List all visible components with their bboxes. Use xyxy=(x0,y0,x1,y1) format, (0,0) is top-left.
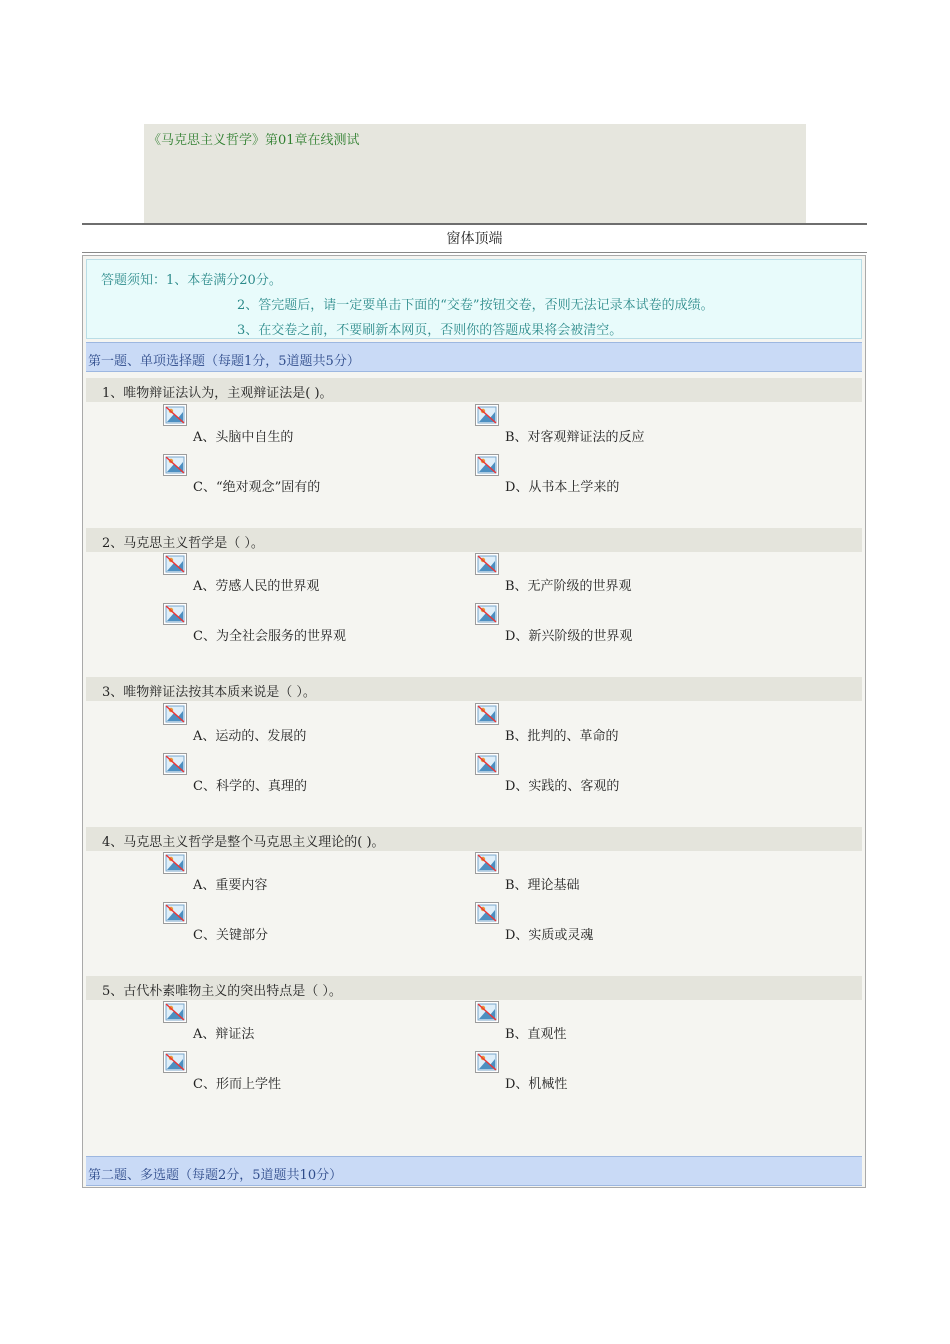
broken-image-icon[interactable] xyxy=(163,553,187,575)
option-d[interactable] xyxy=(475,1051,775,1091)
option-d[interactable] xyxy=(475,454,775,494)
section-title: 第一题、单项选择题（每题1分，5道题共5分） xyxy=(88,354,360,369)
option-c[interactable] xyxy=(163,1051,463,1091)
broken-image-icon[interactable] xyxy=(163,902,187,924)
broken-image-icon[interactable] xyxy=(163,603,187,625)
broken-image-icon[interactable] xyxy=(475,553,499,575)
option-label: A、运动的、发展的 xyxy=(193,729,307,744)
question-4 xyxy=(86,827,862,851)
broken-image-icon[interactable] xyxy=(475,603,499,625)
section-multiple-choice xyxy=(86,1156,862,1186)
option-label: C、形而上学性 xyxy=(193,1077,281,1092)
broken-image-icon[interactable] xyxy=(163,404,187,426)
section-single-choice xyxy=(86,342,862,372)
option-b[interactable] xyxy=(475,404,775,444)
option-label: B、对客观辩证法的反应 xyxy=(505,430,645,445)
option-a[interactable] xyxy=(163,404,463,444)
option-label: B、批判的、革命的 xyxy=(505,729,619,744)
option-c[interactable] xyxy=(163,603,463,643)
quiz-panel xyxy=(82,255,866,1188)
broken-image-icon[interactable] xyxy=(163,1001,187,1023)
option-label: A、头脑中自生的 xyxy=(193,430,294,445)
question-text: 4、马克思主义哲学是整个马克思主义理论的( )。 xyxy=(102,835,385,850)
option-d[interactable] xyxy=(475,902,775,942)
option-label: D、从书本上学来的 xyxy=(505,480,620,495)
option-label: D、实践的、客观的 xyxy=(505,779,620,794)
option-d[interactable] xyxy=(475,603,775,643)
question-3 xyxy=(86,677,862,701)
option-b[interactable] xyxy=(475,553,775,593)
option-label: A、辩证法 xyxy=(193,1027,255,1042)
section-title: 第二题、多选题（每题2分，5道题共10分） xyxy=(88,1168,343,1183)
option-c[interactable] xyxy=(163,902,463,942)
option-b[interactable] xyxy=(475,703,775,743)
broken-image-icon[interactable] xyxy=(163,1051,187,1073)
option-c[interactable] xyxy=(163,753,463,793)
option-a[interactable] xyxy=(163,703,463,743)
option-label: D、机械性 xyxy=(505,1077,568,1092)
option-b[interactable] xyxy=(475,1001,775,1041)
broken-image-icon[interactable] xyxy=(475,902,499,924)
option-label: D、新兴阶级的世界观 xyxy=(505,629,633,644)
option-label: B、直观性 xyxy=(505,1027,567,1042)
broken-image-icon[interactable] xyxy=(475,404,499,426)
broken-image-icon[interactable] xyxy=(163,753,187,775)
broken-image-icon[interactable] xyxy=(163,852,187,874)
option-b[interactable] xyxy=(475,852,775,892)
form-divider xyxy=(82,252,867,253)
test-title: 《马克思主义哲学》第01章在线测试 xyxy=(148,133,360,148)
broken-image-icon[interactable] xyxy=(475,454,499,476)
question-text: 2、马克思主义哲学是（ ）。 xyxy=(102,536,264,551)
question-text: 3、唯物辩证法按其本质来说是（ ）。 xyxy=(102,685,316,700)
option-label: B、理论基础 xyxy=(505,878,580,893)
instruction-line-3: 3、在交卷之前，不要刷新本网页，否则你的答题成果将会被清空。 xyxy=(237,323,623,338)
option-label: C、为全社会服务的世界观 xyxy=(193,629,346,644)
question-2 xyxy=(86,528,862,552)
option-label: C、“绝对观念”固有的 xyxy=(193,480,321,495)
broken-image-icon[interactable] xyxy=(163,454,187,476)
option-c[interactable] xyxy=(163,454,463,494)
question-1 xyxy=(86,378,862,402)
option-a[interactable] xyxy=(163,553,463,593)
top-divider xyxy=(82,223,867,225)
option-label: C、关键部分 xyxy=(193,928,268,943)
option-label: D、实质或灵魂 xyxy=(505,928,594,943)
instruction-line-2: 2、答完题后，请一定要单击下面的“交卷”按钮交卷，否则无法记录本试卷的成绩。 xyxy=(237,298,714,313)
option-label: C、科学的、真理的 xyxy=(193,779,307,794)
option-d[interactable] xyxy=(475,753,775,793)
test-header-box xyxy=(144,124,806,223)
instruction-line-1: 答题须知：1、本卷满分20分。 xyxy=(101,273,282,288)
form-top-label: 窗体顶端 xyxy=(446,231,503,247)
broken-image-icon[interactable] xyxy=(475,1051,499,1073)
question-text: 5、古代朴素唯物主义的突出特点是（ ）。 xyxy=(102,984,342,999)
question-text: 1、唯物辩证法认为，主观辩证法是( )。 xyxy=(102,386,333,401)
option-a[interactable] xyxy=(163,1001,463,1041)
broken-image-icon[interactable] xyxy=(163,703,187,725)
option-label: A、重要内容 xyxy=(193,878,268,893)
broken-image-icon[interactable] xyxy=(475,703,499,725)
option-a[interactable] xyxy=(163,852,463,892)
option-label: B、无产阶级的世界观 xyxy=(505,579,632,594)
option-label: A、劳感人民的世界观 xyxy=(193,579,320,594)
answer-instructions xyxy=(86,259,862,339)
broken-image-icon[interactable] xyxy=(475,1001,499,1023)
broken-image-icon[interactable] xyxy=(475,852,499,874)
broken-image-icon[interactable] xyxy=(475,753,499,775)
question-5 xyxy=(86,976,862,1000)
